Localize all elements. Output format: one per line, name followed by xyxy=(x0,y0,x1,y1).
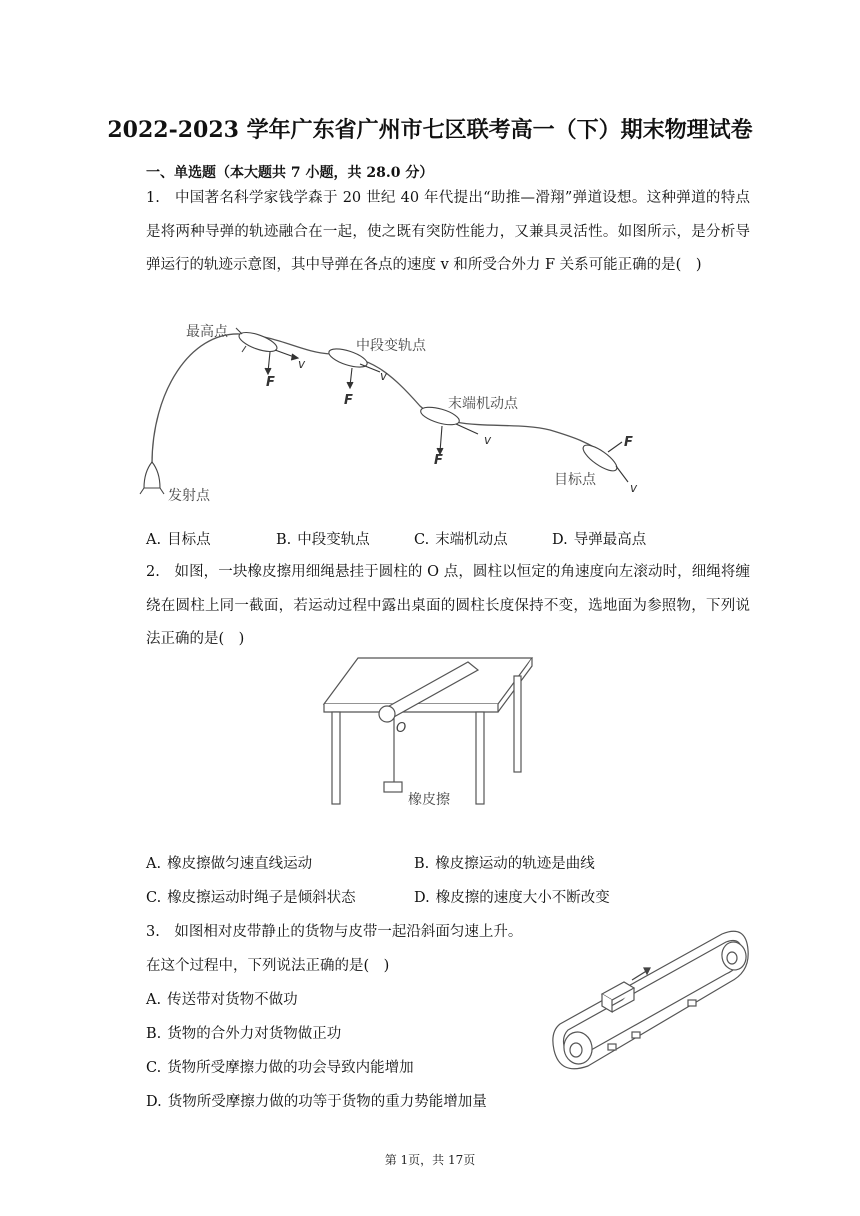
label-launch-point: 发射点 xyxy=(168,488,210,504)
label-eraser: 橡皮擦 xyxy=(408,792,450,808)
label-F-target: F xyxy=(624,435,633,450)
missile-trajectory-diagram xyxy=(130,312,690,508)
label-F-mid: F xyxy=(344,393,353,408)
label-end-point: 末端机动点 xyxy=(448,396,518,412)
label-v-end: v xyxy=(484,433,492,447)
q3-option-d: D. 货物所受摩擦力做的功等于货物的重力势能增加量 xyxy=(146,1094,487,1110)
label-v-mid: v xyxy=(380,369,388,383)
q2-option-a: A. 橡皮擦做匀速直线运动 xyxy=(146,856,313,872)
q1-option-a: A. 目标点 xyxy=(146,532,211,548)
page-footer: 第 1页，共 17页 xyxy=(384,1153,476,1167)
q3-option-a: A. 传送带对货物不做功 xyxy=(146,992,298,1008)
page-title: 2022-2023 学年广东省广州市七区联考高一（下）期末物理试卷 xyxy=(107,117,753,143)
label-target-point: 目标点 xyxy=(554,472,596,488)
table-cylinder-diagram xyxy=(318,652,546,812)
label-F-top: F xyxy=(266,375,275,390)
q1-option-b: B. 中段变轨点 xyxy=(276,532,370,548)
label-F-end: F xyxy=(434,453,443,468)
label-O: O xyxy=(396,721,407,736)
missile-target xyxy=(580,441,621,475)
section-heading: 一、单选题（本大题共 7 小题，共 28.0 分） xyxy=(146,165,434,181)
label-v-target: v xyxy=(630,481,638,495)
label-mid-point: 中段变轨点 xyxy=(356,338,426,354)
q1-option-d: D. 导弹最高点 xyxy=(552,532,647,548)
q2-option-c: C. 橡皮擦运动时绳子是倾斜状态 xyxy=(146,890,356,906)
label-v-top: v xyxy=(298,357,306,371)
q1-option-c: C. 末端机动点 xyxy=(414,532,508,548)
conveyor-belt-diagram xyxy=(546,920,752,1074)
q2-option-b: B. 橡皮擦运动的轨迹是曲线 xyxy=(414,856,595,872)
q3-option-b: B. 货物的合外力对货物做正功 xyxy=(146,1026,342,1042)
question-3-line-1: 3. 如图相对皮带静止的货物与皮带一起沿斜面匀速上升。 xyxy=(146,924,523,940)
q2-option-d: D. 橡皮擦的速度大小不断改变 xyxy=(414,890,610,906)
q3-option-c: C. 货物所受摩擦力做的功会导致内能增加 xyxy=(146,1060,414,1076)
question-3-line-2: 在这个过程中，下列说法正确的是( ) xyxy=(146,958,390,974)
question-2-text: 2. 如图，一块橡皮擦用细绳悬挂于圆柱的 O 点，圆柱以恒定的角速度向左滚动时，细绳将缠绕在圆柱上同一截面，若运动过程中露出桌面的圆柱长度保持不变，选地面为参照物，下列说法正确的是( ) xyxy=(146,564,750,647)
question-1-text: 1. 中国著名科学家钱学森于 20 世纪 40 年代提出“助推—滑翔”弹道设想。这种弹道的特点是将两种导弹的轨迹融合在一起，使之既有突防性能力，又兼具灵活性。如图所示，是分析导弹运行的轨迹示意图，其中导弹在各点的速度 v 和所受合外力 F 关系可能正确的是( ) xyxy=(146,190,750,273)
missile-launch xyxy=(140,462,164,494)
missile-top xyxy=(236,328,279,355)
label-top-point: 最高点 xyxy=(186,324,228,340)
